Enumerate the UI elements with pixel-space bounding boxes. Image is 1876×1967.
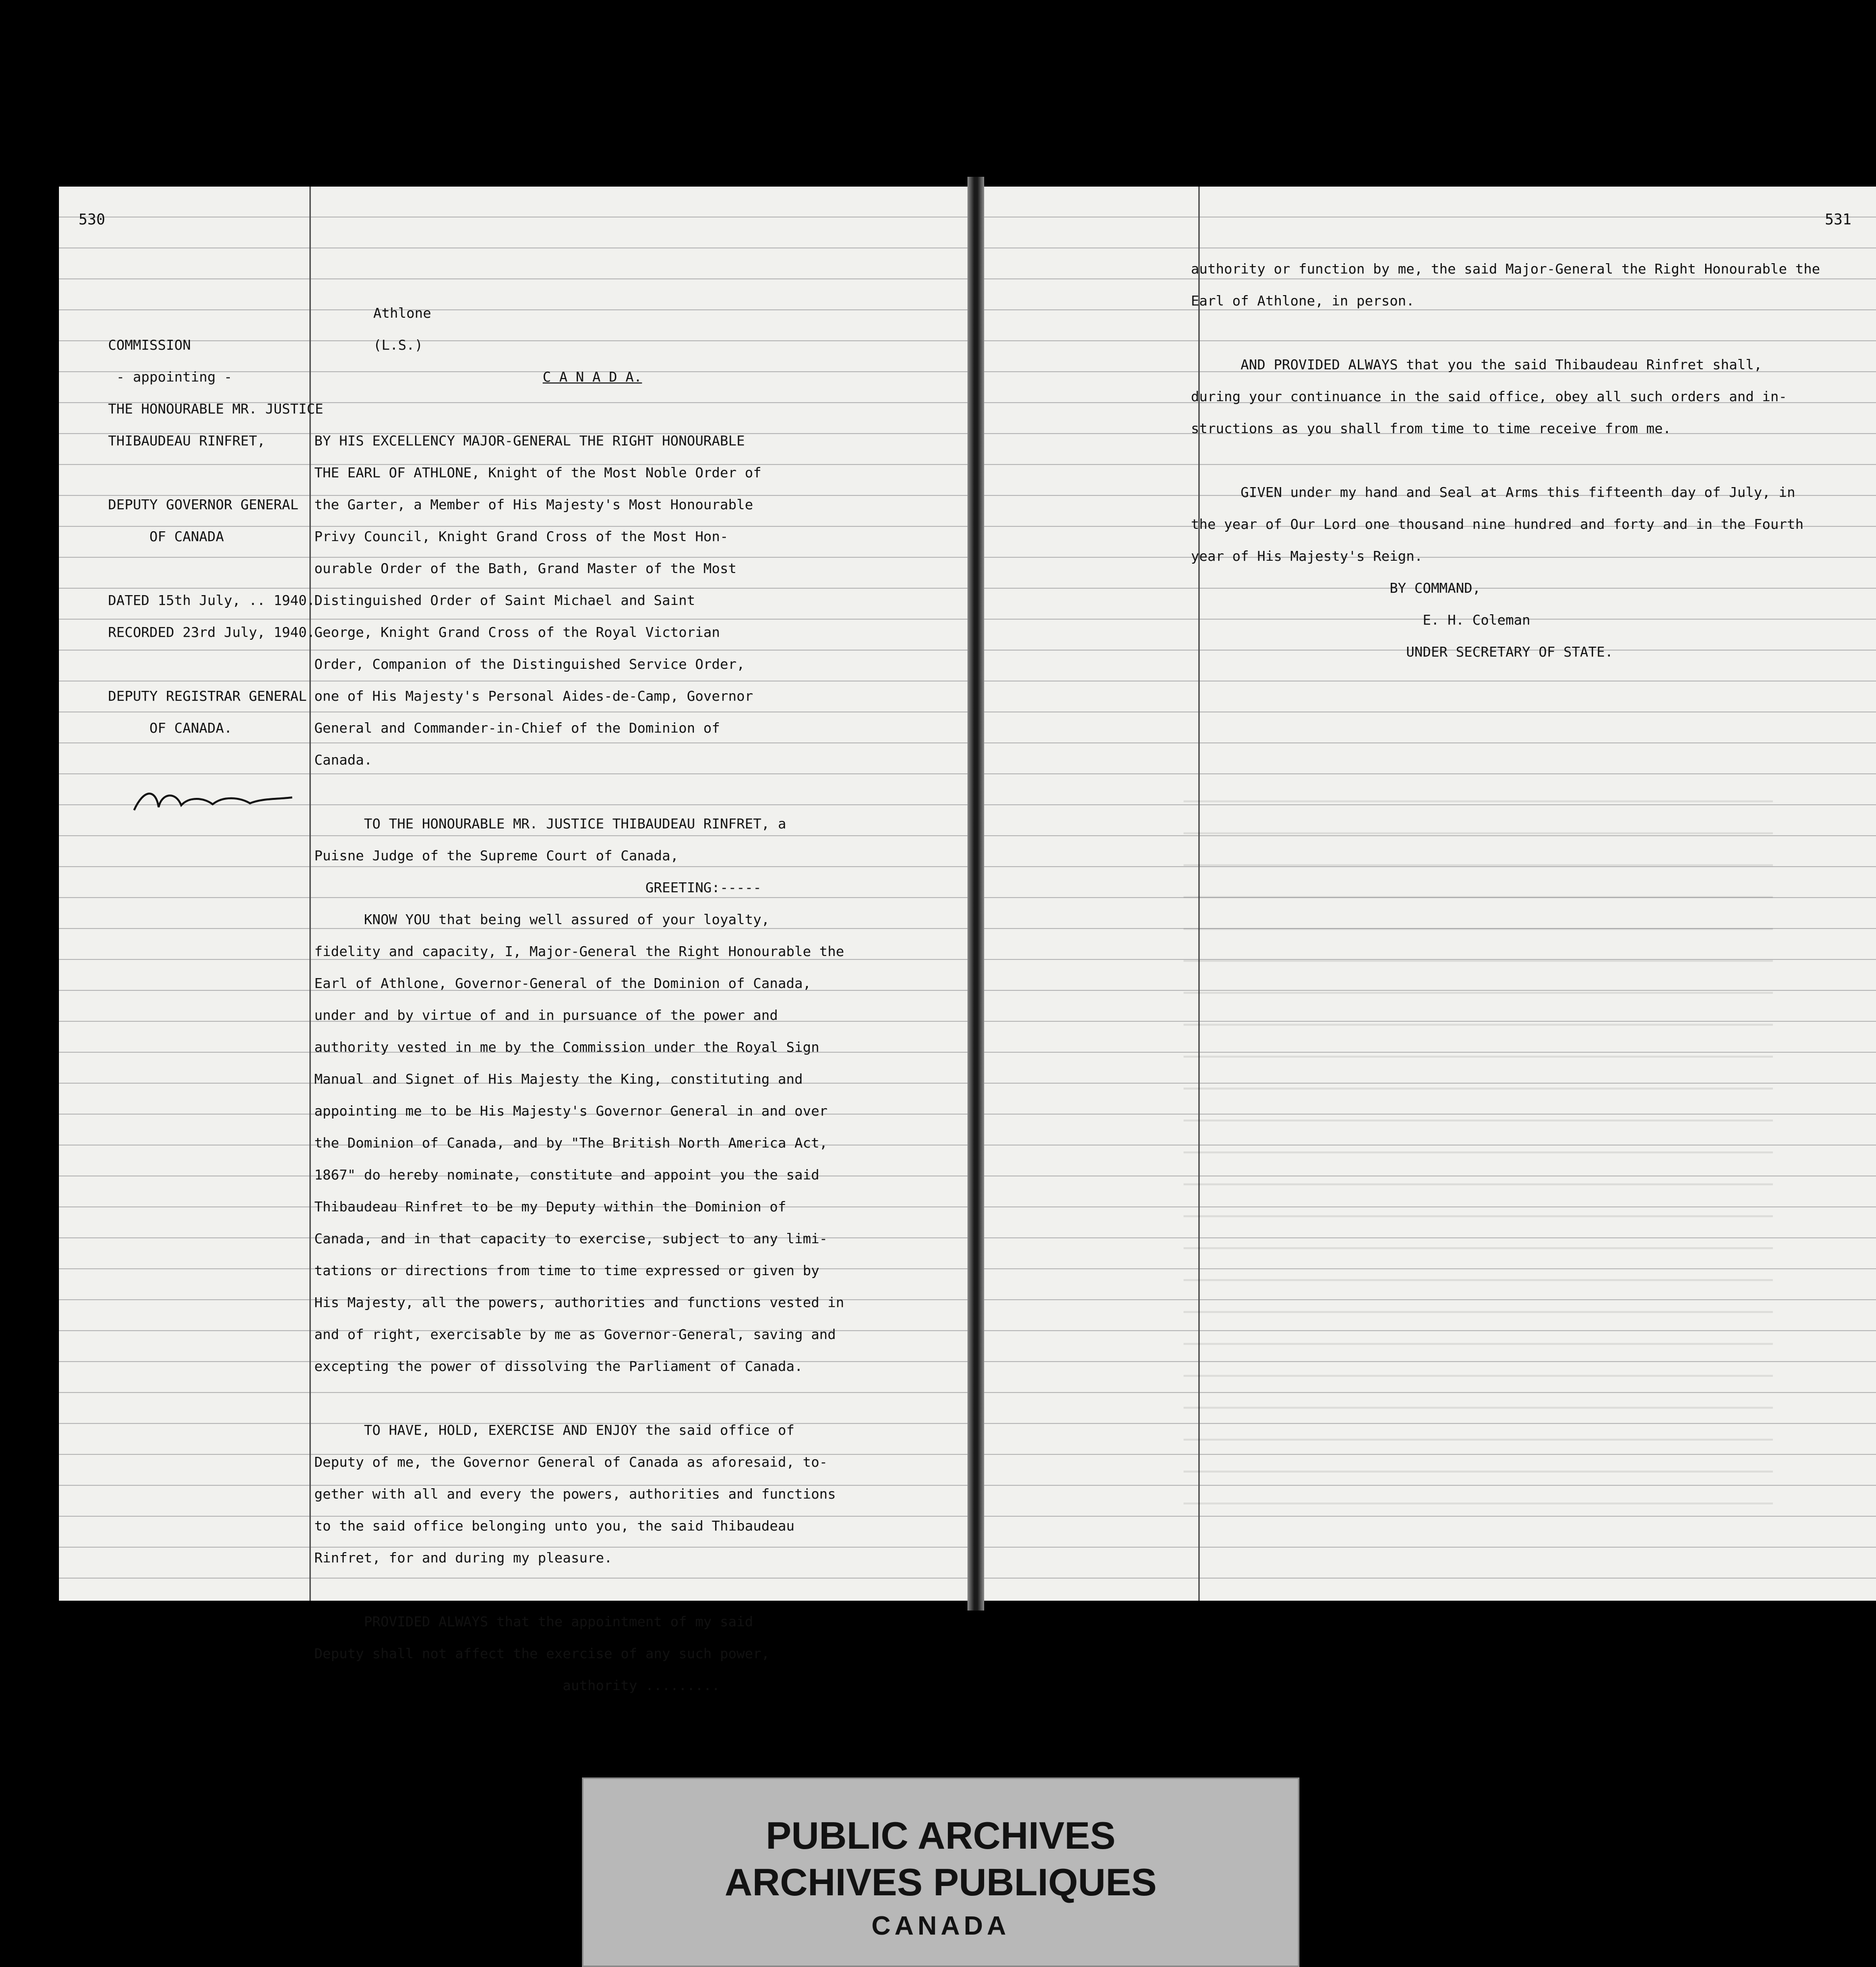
archive-label-line2: ARCHIVES PUBLIQUES [724, 1860, 1157, 1904]
page-number: 530 [79, 211, 106, 228]
commission-body: BY HIS EXCELLENCY MAJOR-GENERAL THE RIGHT HONOURABLE THE EARL OF ATHLONE, Knight of the Most Noble Order of the Garter, a Member of His Majesty's Most Honourable Privy Council, Knight Grand Cross of the Most Hon- ourable Order of the Bath, Grand Master of the Most Distinguished Order of Saint Michael and Saint George, Knight Grand Cross of the Royal Victorian Order, Companion of the Distinguished Service Order, one of His Majesty's Personal Aides-de-Camp, Governor General and Commander-in-Chief of the Dominion of Canada. TO THE HONOURABLE MR. JUSTICE THIBAUDEAU RINFRET, a Puisne Judge of the Supreme Court of Canada, GREETING:----- KNOW YOU that being well assured of your loyalty, fidelity and capacity, I, Major-General the Right Honourable the Earl of Athlone, Governor-General of the Dominion of Canada, under and by virtue of and in pursuance of the power and authority vested in me by the Commission under the Royal Sign Manual and Signet of His Majesty the King, constituting and appointing me to be His Majesty's Governor General in and over the Dominion of Canada, and by "The British North America Act, 1867" do hereby nominate, constitute and appoint you the said Thibaudeau Rinfret to be my Deputy within the Dominion of Canada, and in that capacity to exercise, subject to any limi- tations or directions from time to time expressed or given by His Majesty, all the powers, authorities and functions vested in and of right, exercisable by me as Governor-General, saving and excepting the power of dissolving the Parliament of Canada. TO HAVE, HOLD, EXERCISE AND ENJOY the said office of Deputy of me, the Governor General of Canada as aforesaid, to- gether with all and every the powers, authorities and functions to the said office belonging unto you, the said Thibaudeau Rinfret, for and during my pleasure. PROVIDED ALWAYS that the appointment of my said Deputy shall not affect the exercise of any such power, authority ......... [314, 433, 844, 1694]
commission-continuation: authority or function by me, the said Major-General the Right Honourable the Earl of Athlone, in person. AND PROVIDED ALWAYS that you the said Thibaudeau Rinfret shall, during your continuance in the said office, obey all such orders and in- structions as you shall from time to time receive from me. GIVEN under my hand and Seal at Arms this fifteenth day of July, in the year of Our Lord one thousand nine hundred and forty and in the Fourth year of His Majesty's Reign. BY COMMAND, E. H. Coleman UNDER SECRETARY OF STATE. [1191, 261, 1821, 660]
document-heading: C A N A D A. [543, 369, 642, 385]
right-page [977, 187, 1876, 1601]
margin-note: COMMISSION - appointing - THE HONOURABLE MR. JUSTICE THIBAUDEAU RINFRET, DEPUTY GOVERNOR GENERAL OF CANADA DATED 15th July, .. 1940. RECORDED 23rd July, 1940. DEPUTY REGISTRAR GENERAL OF CANADA. [108, 337, 324, 736]
signer-block: Athlone (L.S.) [373, 305, 432, 353]
archive-label-line1: PUBLIC ARCHIVES [766, 1814, 1116, 1857]
book-gutter [967, 177, 984, 1611]
archive-label-line3: CANADA [871, 1911, 1010, 1940]
page-number: 531 [1824, 211, 1851, 228]
ledger-book [59, 177, 1851, 1694]
registrar-signature [130, 785, 297, 819]
archive-label [582, 1777, 1299, 1967]
bleed-through-text [1184, 800, 1773, 1561]
left-page [59, 187, 972, 1694]
